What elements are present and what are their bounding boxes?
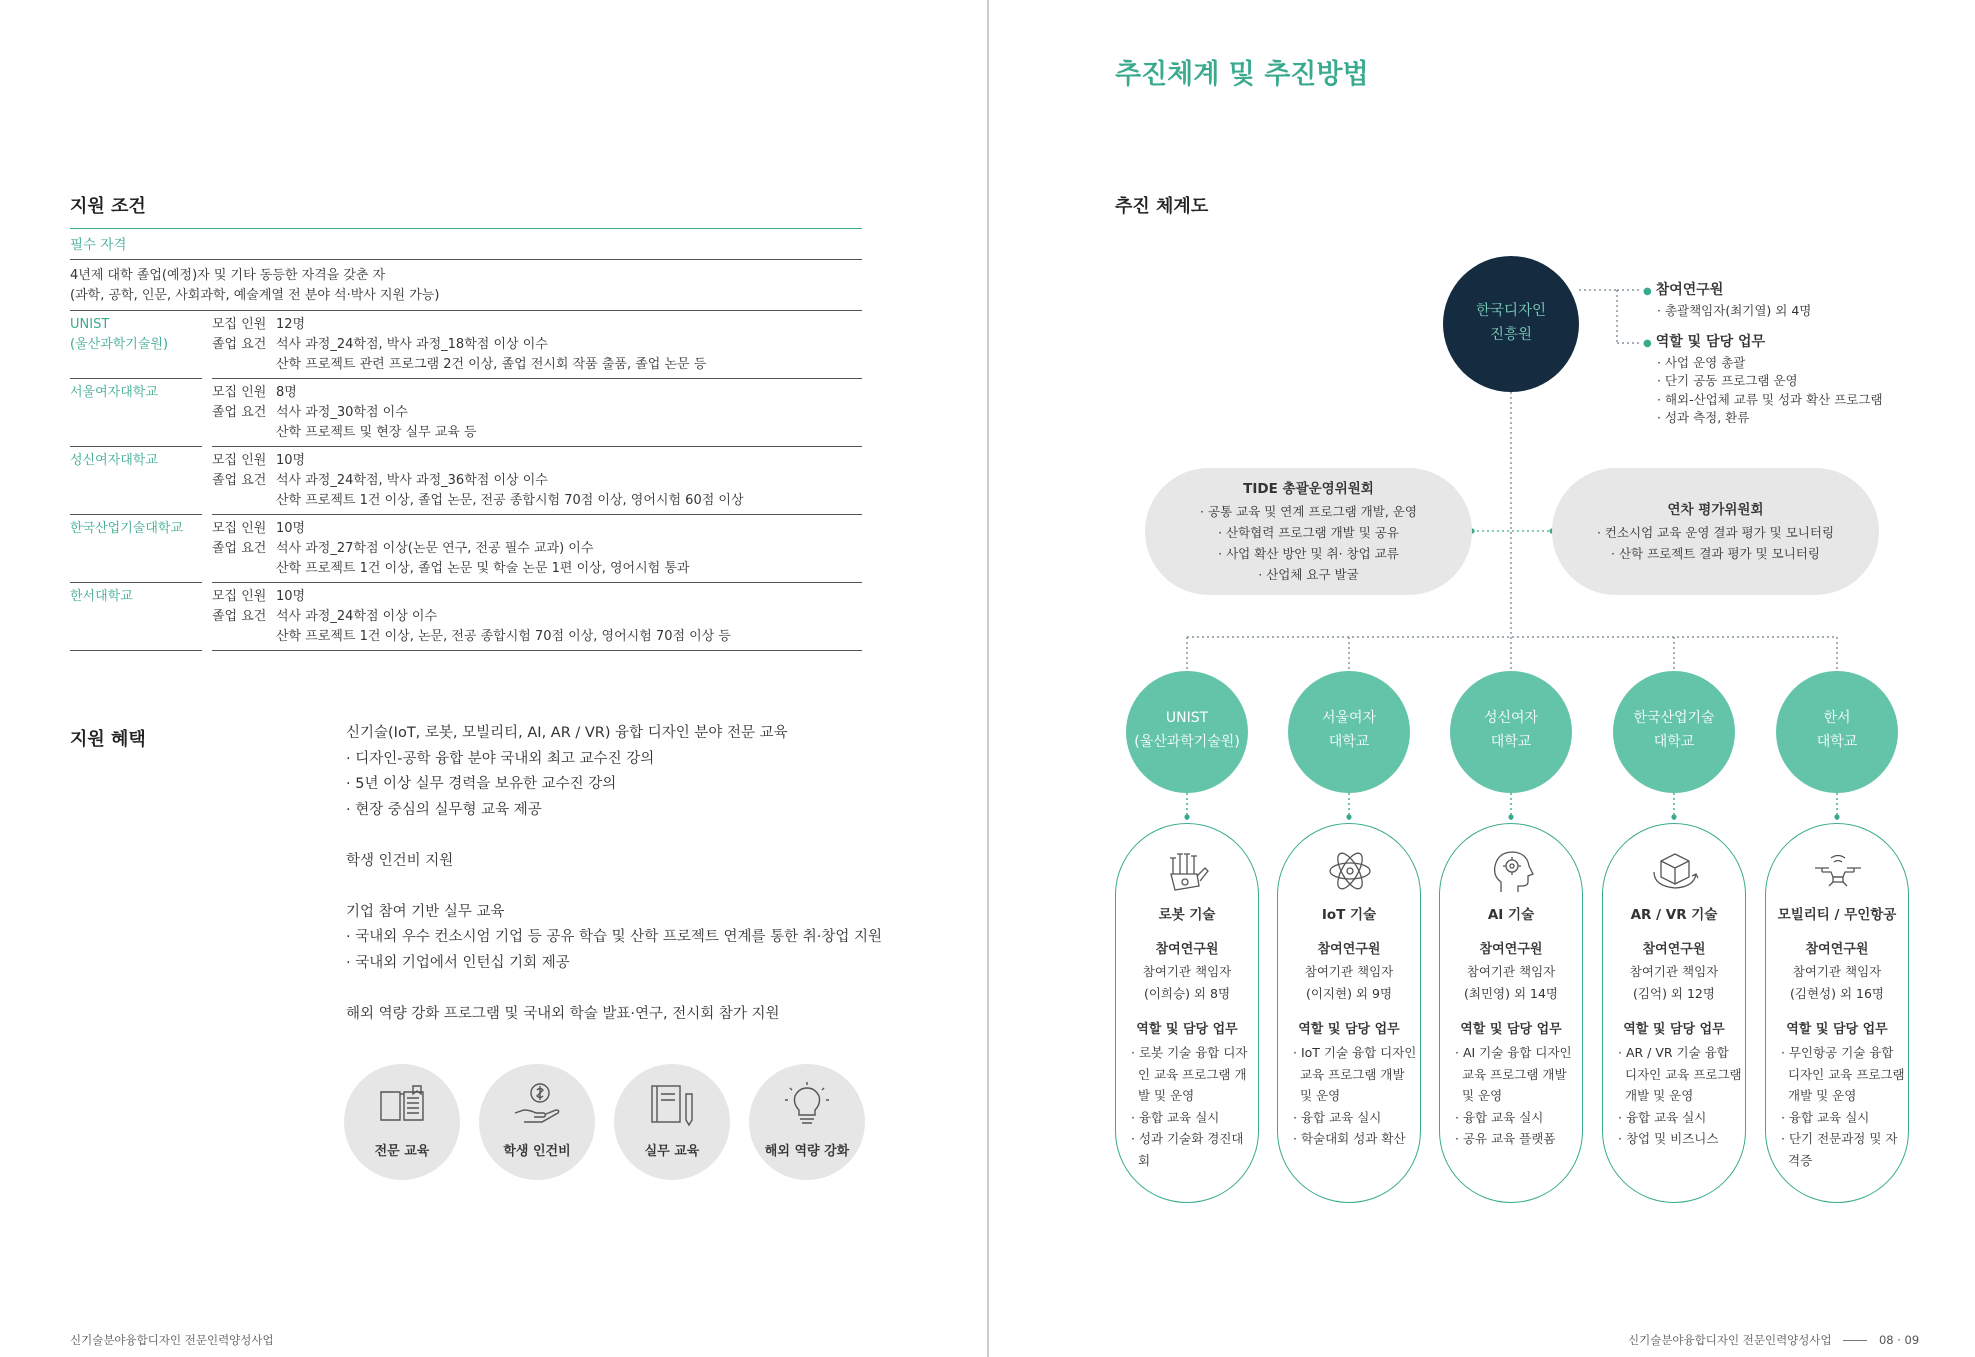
- unit-circle-seoul-womens: 서울여자 대학교: [1288, 671, 1410, 793]
- university-name: 성신여자대학교: [70, 451, 202, 515]
- benefit-line: 기업 참여 기반 실무 교육: [346, 903, 505, 920]
- page-title: 추진체계 및 추진방법: [1115, 59, 1369, 90]
- university-name: 한서대학교: [70, 587, 202, 651]
- tech-card-robot: 로봇 기술 참여연구원 참여기관 책임자 (이희승) 외 8명 역할 및 담당 업무 · 로봇 기술 융합 디자인 교육 프로그램 개발 및 운영 · 융합 교육 실시 · 성과 기술화 경진대회: [1115, 823, 1259, 1203]
- benefit-label: 실무 교육: [644, 1144, 700, 1159]
- kidp-node: 한국디자인 진흥원: [1443, 256, 1579, 392]
- duties-list: · AI 기술 융합 디자인 교육 프로그램 개발 및 운영 · 융합 교육 실시 · 공유 교육 플랫폼: [1455, 1045, 1572, 1146]
- tech-card-arvr: AR / VR 기술 참여연구원 참여기관 책임자 (김억) 외 12명 역할 및 담당 업무 · AR / VR 기술 융합 디자인 교육 프로그램 개발 및 운영 · 융합 교육 실시 · 창업 및 비즈니스: [1602, 823, 1746, 1203]
- tech-name: IoT 기술: [1321, 907, 1377, 923]
- tech-name: 모빌리티 / 무인항공: [1777, 907, 1897, 923]
- benefit-line: 해외 역량 강화 프로그램 및 국내외 학술 발표·연구, 전시회 참가 지원: [346, 1005, 780, 1022]
- university-name: 서울여자대학교: [70, 383, 202, 447]
- tech-name: 로봇 기술: [1158, 907, 1216, 923]
- unit-circle-hanseo: 한서 대학교: [1776, 671, 1898, 793]
- benefit-label: 학생 인건비: [503, 1144, 571, 1159]
- benefit-line: 신기술(IoT, 로봇, 모빌리티, AI, AR / VR) 융합 디자인 분야 전문 교육: [346, 725, 788, 741]
- tech-name: AR / VR 기술: [1630, 907, 1718, 923]
- benefit-line: 학생 인건비 지원: [346, 852, 454, 869]
- drone-icon: [1813, 846, 1863, 896]
- university-details: 모집 인원 8명 졸업 요건 석사 과정_30학점 이수 산학 프로젝트 및 현장 실무 교육 등: [212, 383, 862, 447]
- university-details: 모집 인원 10명 졸업 요건 석사 과정_24학점, 박사 과정_36학점 이상 이수 산학 프로젝트 1건 이상, 졸업 논문, 전공 종합시험 70점 이상, 영어시험 60점 이상: [212, 451, 862, 515]
- ar-cube-icon: [1650, 846, 1700, 896]
- benefits-title: 지원 혜택: [70, 729, 146, 750]
- tech-card-iot: IoT 기술 참여연구원 참여기관 책임자 (이지현) 외 9명 역할 및 담당 업무 · IoT 기술 융합 디자인 교육 프로그램 개발 및 운영 · 융합 교육 실시 · 학술대회 성과 확산: [1277, 823, 1421, 1203]
- duties-list: · 무인항공 기술 융합 디자인 교육 프로그램 개발 및 운영 · 융합 교육 실시 · 단기 전문과정 및 자격증: [1781, 1045, 1905, 1168]
- org-chart-title: 추진 체계도: [1115, 196, 1209, 217]
- tide-committee: TIDE 총괄운영위원회 · 공통 교육 및 연계 프로그램 개발, 운영 · 산학협력 프로그램 개발 및 공유 · 사업 확산 방안 및 취· 창업 교류 · 산업체 요구 발굴: [1145, 468, 1472, 595]
- benefit-label: 전문 교육: [374, 1144, 430, 1159]
- university-name: UNIST (울산과학기술원): [70, 315, 202, 379]
- university-details: 모집 인원 10명 졸업 요건 석사 과정_27학점 이상(논문 연구, 전공 필수 교과) 이수 산학 프로젝트 1건 이상, 졸업 논문 및 학술 논문 1편 이상, 영어시험 통과: [212, 519, 862, 583]
- requirements-title: 지원 조건: [70, 196, 146, 217]
- unit-circle-sungshin: 성신여자 대학교: [1450, 671, 1572, 793]
- benefit-line: · 5년 이상 실무 경력을 보유한 교수진 강의: [346, 776, 617, 792]
- required-qualification-text: 4년제 대학 졸업(예정)자 및 기타 동등한 자격을 갖춘 자 (과학, 공학, 인문, 사회과학, 예술계열 전 분야 석·박사 지원 가능): [70, 260, 862, 311]
- duties-list: · AR / VR 기술 융합 디자인 교육 프로그램 개발 및 운영 · 융합 교육 실시 · 창업 및 비즈니스: [1618, 1045, 1742, 1146]
- duties-list: · IoT 기술 융합 디자인 교육 프로그램 개발 및 운영 · 융합 교육 실시 · 학술대회 성과 확산: [1293, 1045, 1417, 1146]
- benefit-label: 해외 역량 강화: [764, 1144, 850, 1159]
- page-numbers: 08 · 09: [1878, 1333, 1920, 1347]
- unit-circle-unist: UNIST (울산과학기술원): [1126, 671, 1248, 793]
- university-details: 모집 인원 10명 졸업 요건 석사 과정_24학점 이상 이수 산학 프로젝트 1건 이상, 논문, 전공 종합시험 70점 이상, 영어시험 70점 이상 등: [212, 587, 862, 651]
- tech-name: AI 기술: [1487, 907, 1535, 923]
- kidp-duties: ● 역할 및 담당 업무 · 사업 운영 총괄 · 단기 공동 프로그램 운영 · 해외-산업체 교류 및 성과 확산 프로그램 · 성과 측정, 환류: [1643, 334, 1883, 425]
- benefit-line: · 디자인-공학 융합 분야 국내외 최고 교수진 강의: [346, 750, 655, 767]
- unit-circle-kpu: 한국산업기술 대학교: [1613, 671, 1735, 793]
- atom-icon: [1325, 846, 1375, 896]
- footer-left: 신기술분야융합디자인 전문인력양성사업: [70, 1333, 274, 1347]
- tech-card-mobility: 모빌리티 / 무인항공 참여연구원 참여기관 책임자 (김현성) 외 16명 역할 및 담당 업무 · 무인항공 기술 융합 디자인 교육 프로그램 개발 및 운영 · 융합 교육 실시 · 단기 전문과정 및 자격증: [1765, 823, 1909, 1203]
- university-details: 모집 인원 12명 졸업 요건 석사 과정_24학점, 박사 과정_18학점 이상 이수 산학 프로젝트 관련 프로그램 2건 이상, 졸업 전시회 작품 출품, 졸업 논문 등: [212, 315, 862, 379]
- university-name: 한국산업기술대학교: [70, 519, 202, 583]
- benefit-line: · 현장 중심의 실무형 교육 제공: [346, 801, 542, 818]
- kidp-researchers: ● 참여연구원 · 총괄책임자(최기열) 외 4명: [1643, 282, 1812, 318]
- duties-list: · 로봇 기술 융합 디자인 교육 프로그램 개발 및 운영 · 융합 교육 실시 · 성과 기술화 경진대회: [1131, 1045, 1248, 1168]
- evaluation-committee: 연차 평가위원회 · 컨소시엄 교육 운영 결과 평가 및 모니터링 · 산학 프로젝트 결과 평가 및 모니터링: [1552, 468, 1879, 595]
- benefit-line: · 국내외 기업에서 인턴십 기회 제공: [346, 954, 570, 971]
- footer-right: 신기술분야융합디자인 전문인력양성사업 08 · 09: [1628, 1333, 1920, 1347]
- required-qualification-header: 필수 자격: [70, 228, 862, 260]
- robot-hand-icon: [1163, 846, 1213, 896]
- benefit-line: · 국내외 우수 컨소시엄 기업 등 공유 학습 및 산학 프로젝트 연계를 통한 취·창업 지원: [346, 929, 882, 945]
- ai-head-icon: [1487, 846, 1537, 896]
- tech-card-ai: AI 기술 참여연구원 참여기관 책임자 (최민영) 외 14명 역할 및 담당 업무 · AI 기술 융합 디자인 교육 프로그램 개발 및 운영 · 융합 교육 실시 · 공유 교육 플랫폼: [1439, 823, 1583, 1203]
